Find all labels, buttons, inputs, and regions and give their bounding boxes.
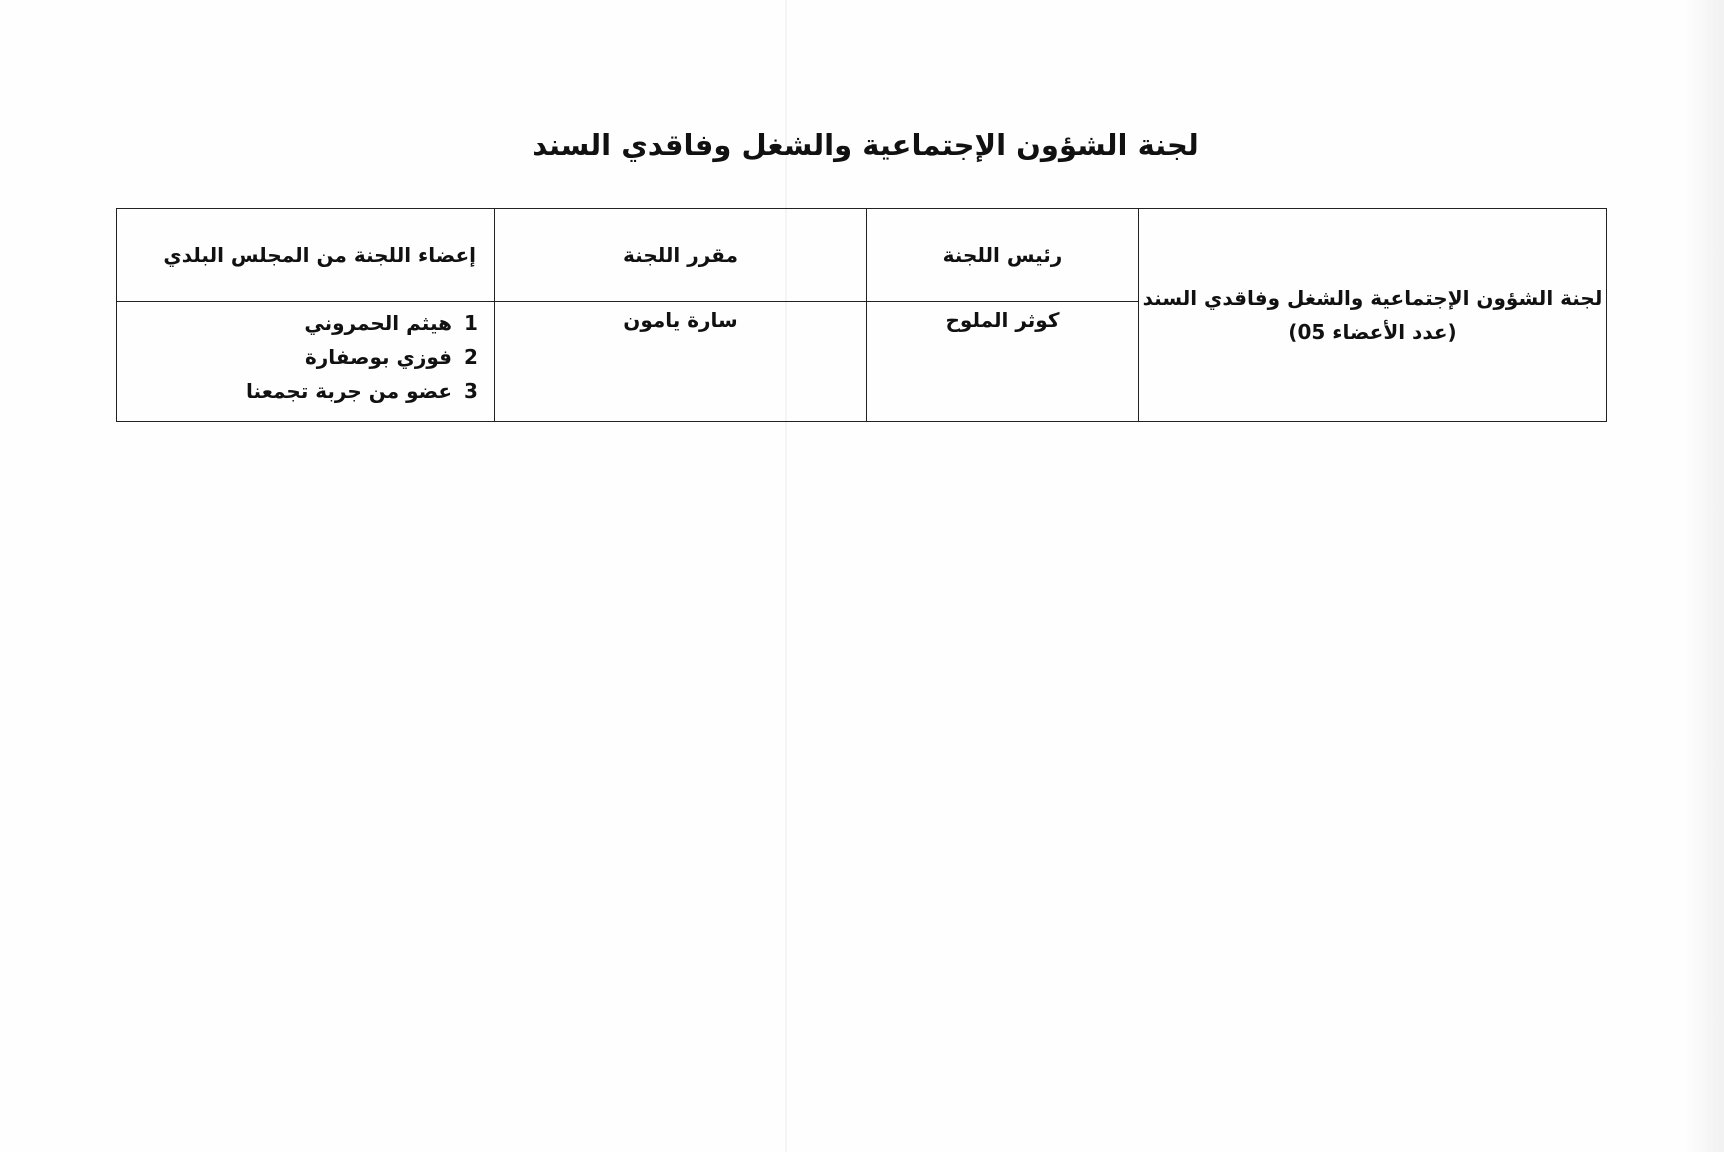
document-title [0, 128, 1724, 162]
committee-name-cell [1139, 209, 1607, 422]
header-members: إعضاء اللجنة من المجلس البلدي [117, 209, 495, 302]
committee-table [116, 208, 1607, 422]
page-fold-line [785, 0, 787, 1152]
header-chair: رئيس اللجنة [867, 209, 1139, 302]
members-list-cell [117, 302, 495, 422]
rapporteur-name: سارة يامون [495, 302, 867, 422]
committee-member-count: (عدد الأعضاء 05) [1288, 320, 1457, 344]
list-item [117, 340, 482, 374]
member-name: فوزي بوصفارة [304, 345, 452, 369]
table-header-row [117, 209, 1607, 302]
document-title-text: لجنة الشؤون الإجتماعية والشغل وفاقدي السند [532, 128, 1199, 162]
header-rapporteur: مقرر اللجنة [495, 209, 867, 302]
member-number: 3 [464, 379, 478, 403]
chair-name: كوثر الملوح [867, 302, 1139, 422]
member-number: 1 [464, 311, 478, 335]
member-name: هيثم الحمروني [304, 311, 452, 335]
list-item [117, 306, 482, 340]
member-name: عضو من جربة تجمعنا [246, 379, 452, 403]
member-number: 2 [464, 345, 478, 369]
list-item [117, 374, 482, 408]
committee-name: لجنة الشؤون الإجتماعية والشغل وفاقدي السند [1142, 286, 1603, 310]
scan-edge-shadow [1684, 0, 1724, 1152]
